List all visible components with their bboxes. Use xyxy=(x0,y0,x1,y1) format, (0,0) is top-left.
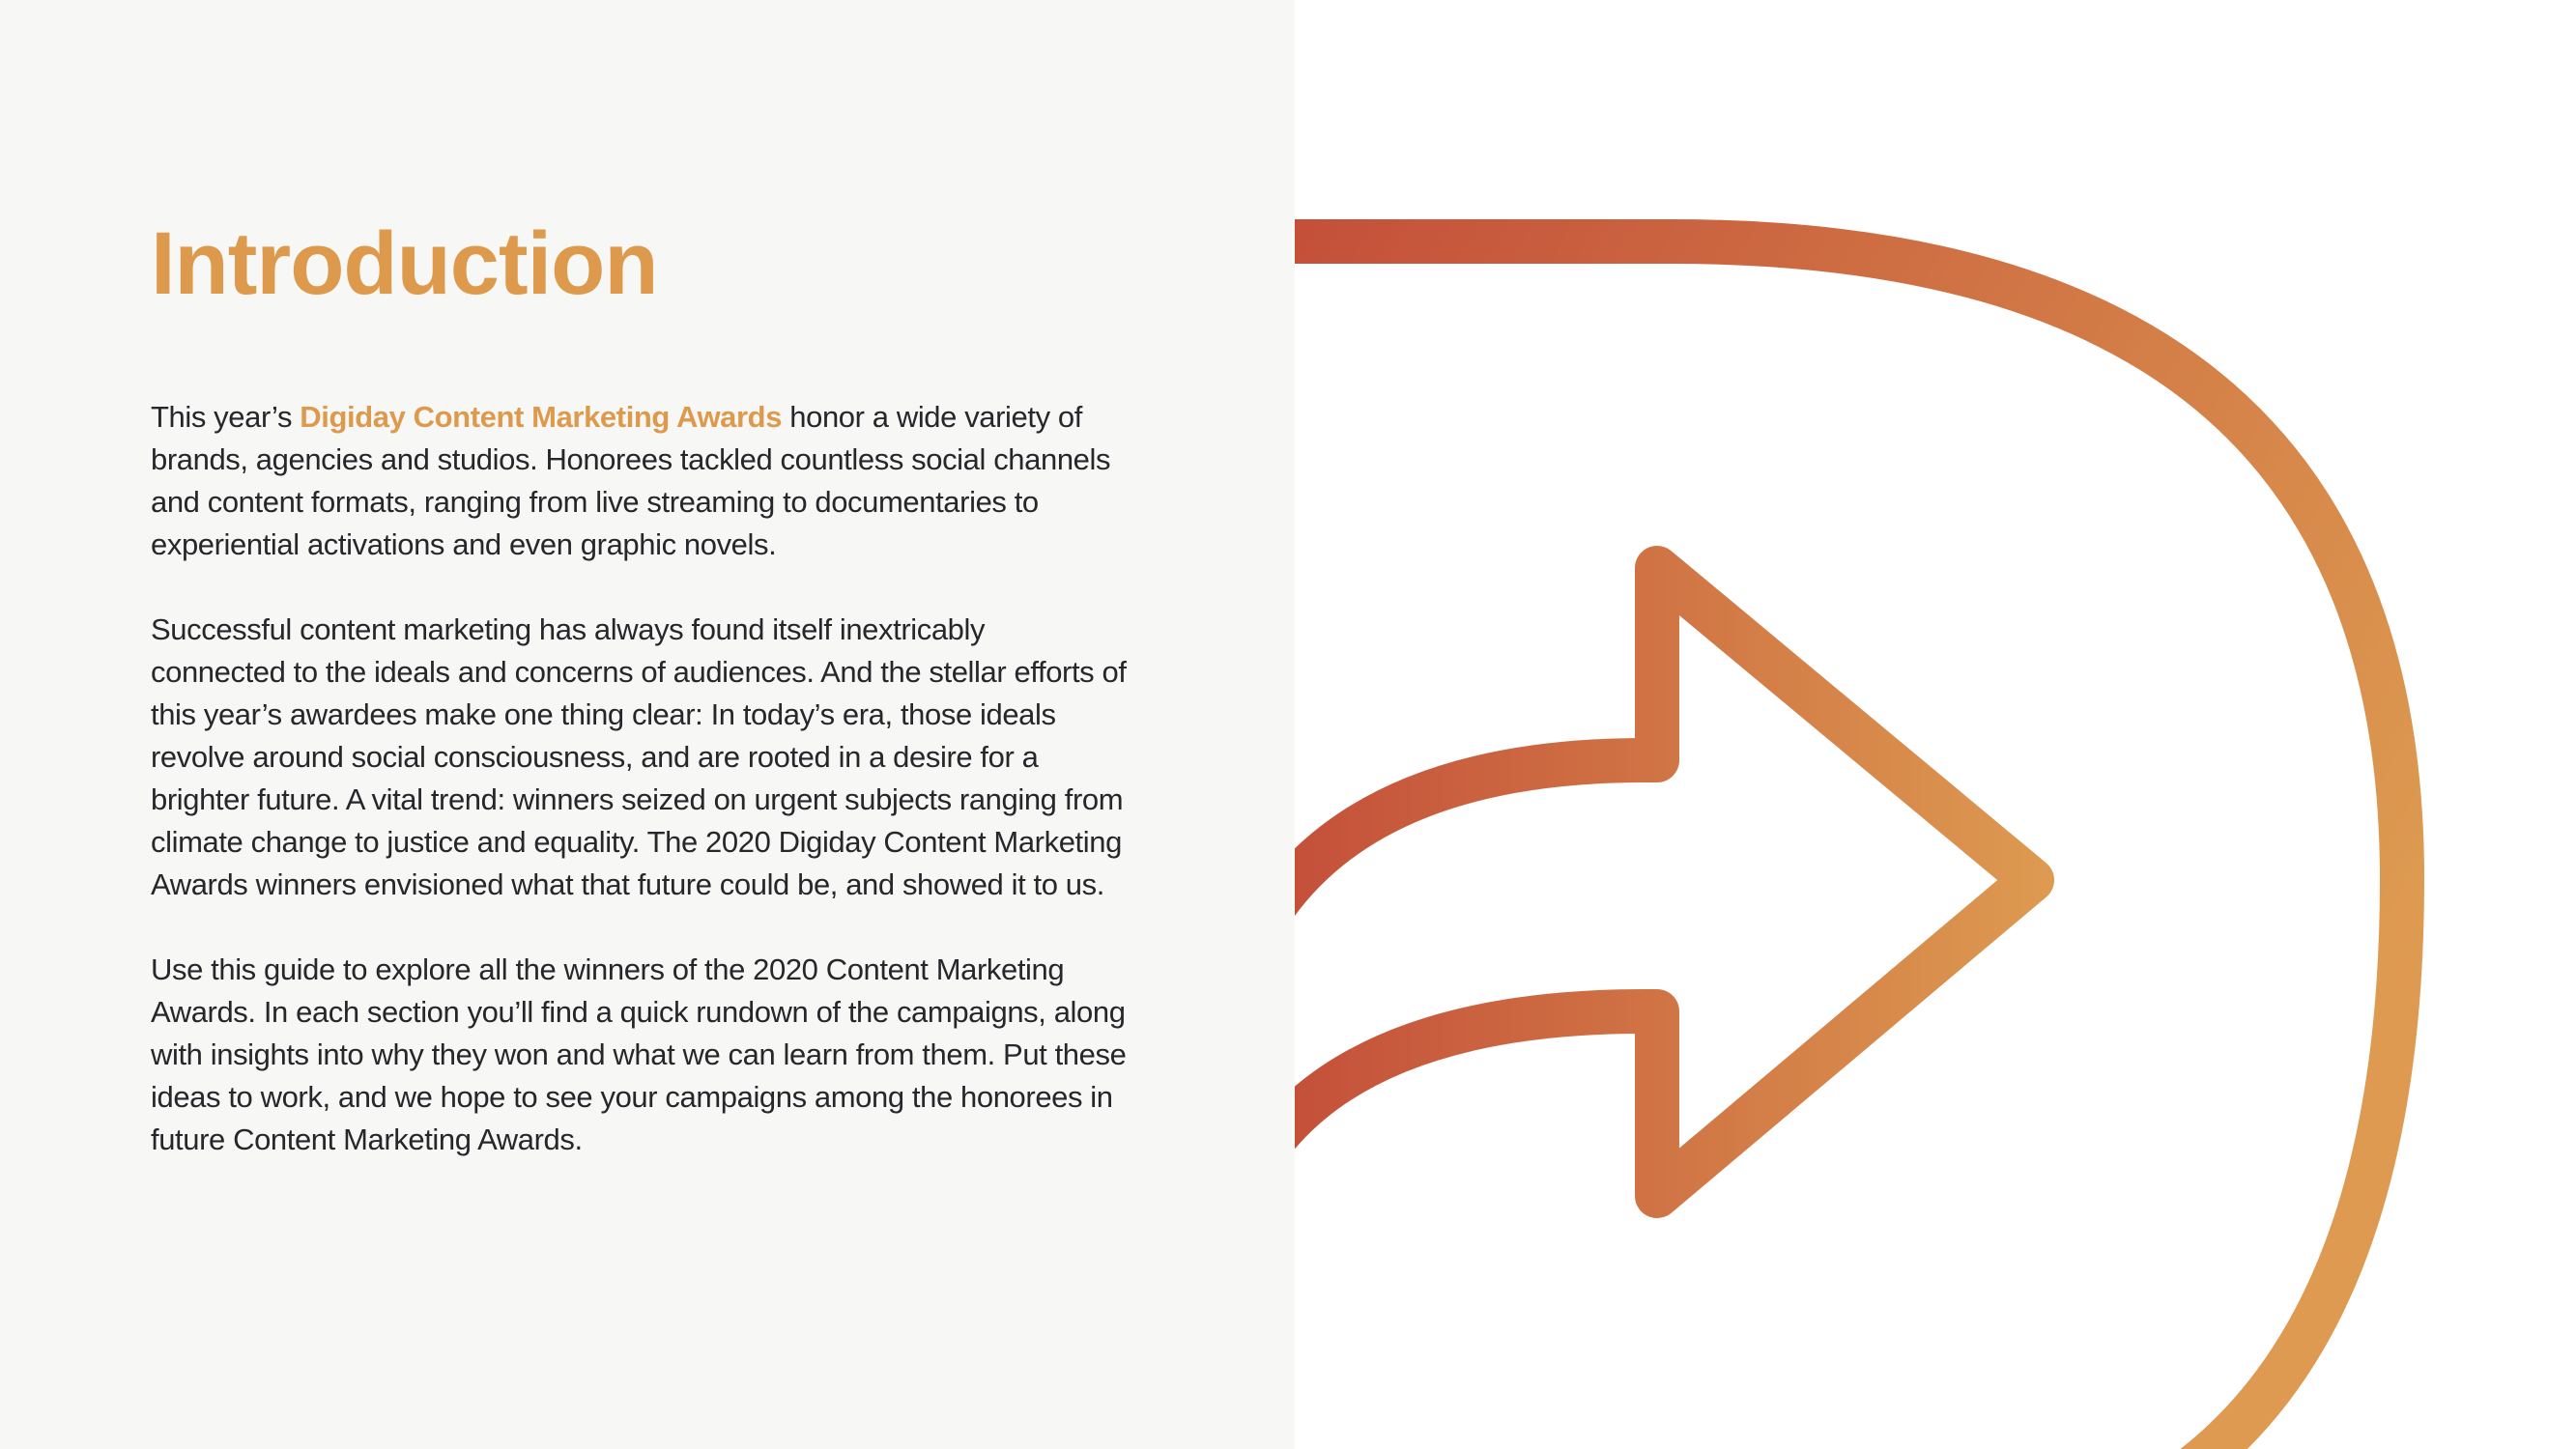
intro-paragraph-1 xyxy=(151,396,1127,566)
intro-paragraph-2: Successful content marketing has always found itself inextricably connected to the ideals and concerns of audiences. And the stellar efforts of this year’s awardees make one thing clear: In today’s era, those ideals revolve around social consciousness, and are rooted in a desire for a brighter future. A vital trend: winners seized on urgent subjects ranging from climate change to justice and equality. The 2020 Digiday Content Marketing Awards winners envisioned what that future could be, and showed it to us. xyxy=(151,612,1127,901)
intro-body xyxy=(151,396,1127,1204)
graphic-panel xyxy=(1295,0,2576,1449)
paragraph-1-lead: This year’s xyxy=(151,400,301,434)
awards-name-highlight: Digiday Content Marketing Awards xyxy=(300,400,783,434)
page-title: Introduction xyxy=(151,214,658,313)
arrow-right-icon xyxy=(1295,568,2032,1196)
intro-paragraph-3: Use this guide to explore all the winners of the 2020 Content Marketing Awards. In each section you’ll find a quick rundown of the campaigns, along with insights into why they won and what we can learn from them. Put these ideas to work, and we hope to see your campaigns among the honorees in future Content Marketing Awards. xyxy=(151,952,1127,1156)
rounded-bracket-outline xyxy=(1295,242,2402,1449)
paragraph-1-rest: honor a wide variety of brands, agencies and studios. Honorees tackled countless social channels and content formats, ranging from live streaming to documentaries to experiential activations and even graphic novels. xyxy=(151,400,1111,561)
decorative-graphic xyxy=(1295,0,2576,1449)
